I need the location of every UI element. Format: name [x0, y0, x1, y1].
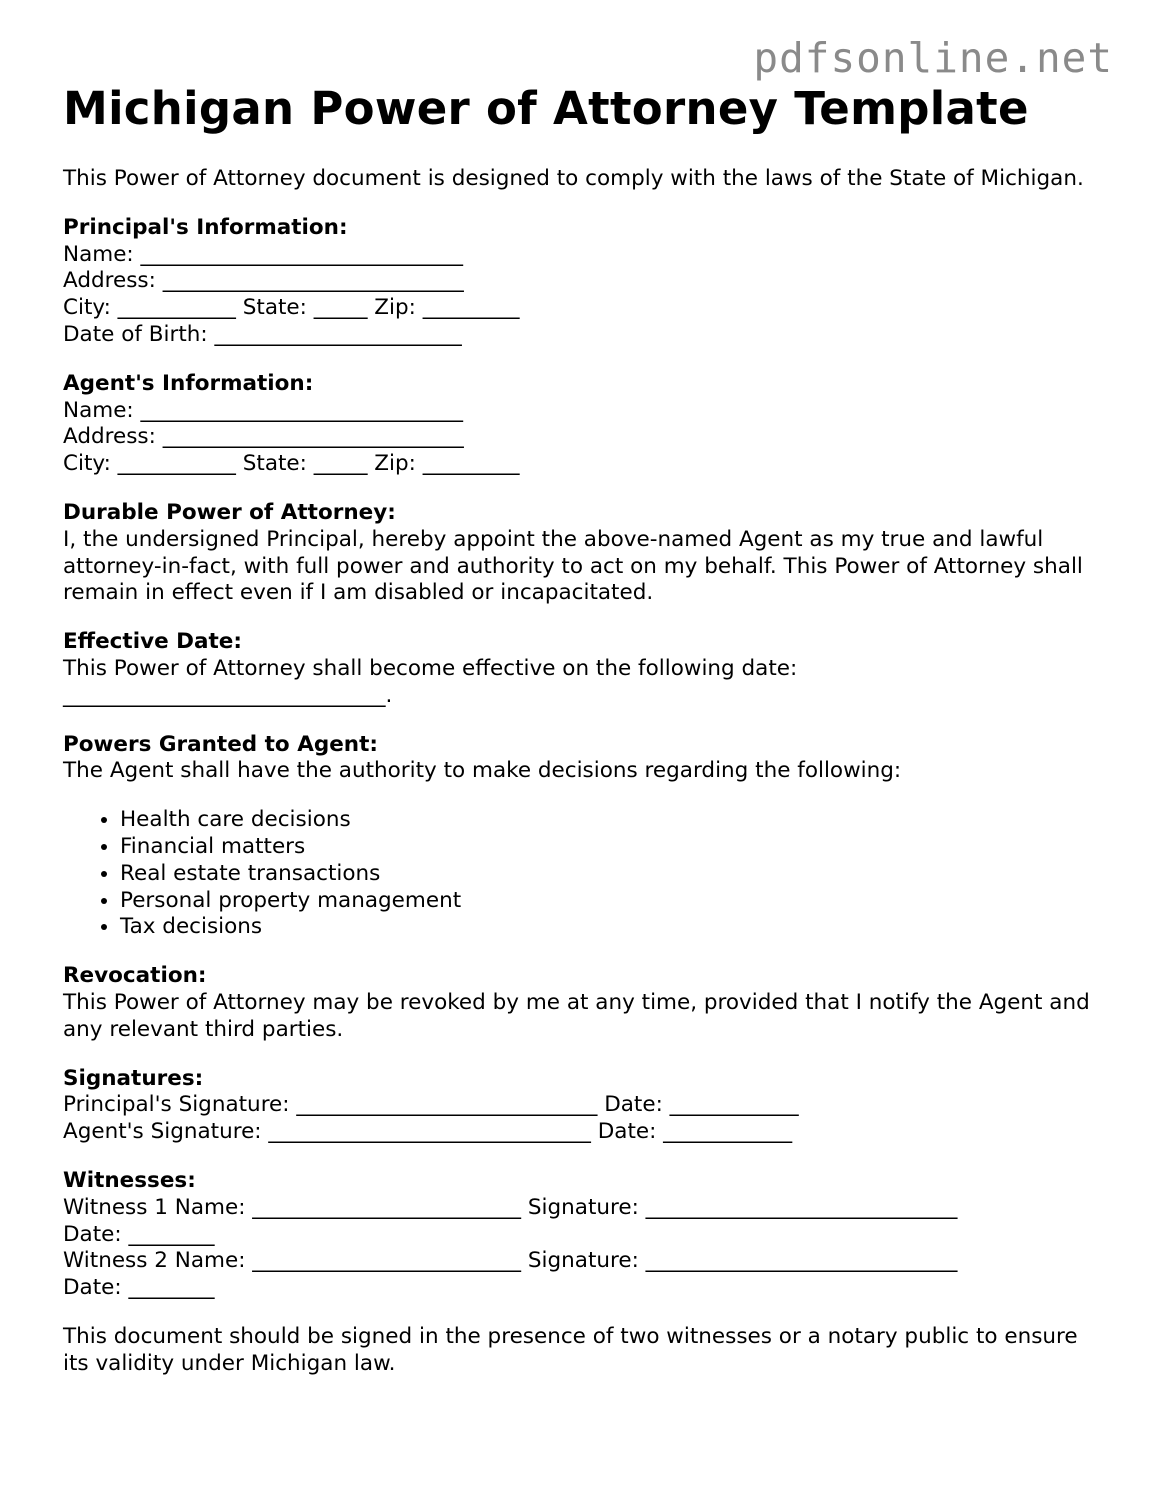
revocation-section [63, 963, 1103, 1043]
durable-heading: Durable Power of Attorney: [63, 499, 396, 525]
powers-section [63, 732, 1103, 942]
principal-section [63, 215, 1103, 349]
principal-address-field[interactable]: Address: ____________________________ [63, 268, 464, 294]
durable-text: I, the undersigned Principal, hereby appoint the above-named Agent as my true and lawful attorney-in-fact, with full power and authority to act on my behalf. This Power of Attorney shall remain in effect even if I am disabled or incapacitated. [63, 526, 1083, 606]
closing-text: This document should be signed in the presence of two witnesses or a notary public to ensure its validity under Michigan law. [63, 1323, 1078, 1376]
durable-section [63, 500, 1103, 607]
witnesses-heading: Witnesses: [63, 1167, 196, 1193]
agent-section [63, 371, 1103, 478]
signatures-heading: Signatures: [63, 1065, 204, 1091]
list-item: • Financial matters [120, 834, 1103, 861]
signatures-section [63, 1066, 1103, 1146]
watermark: pdfsonline.net [753, 34, 1113, 82]
powers-list [63, 807, 1103, 941]
list-item: • Health care decisions [120, 807, 1103, 834]
agent-signature-field[interactable]: Agent's Signature: ______________________________ Date: ____________ [63, 1119, 793, 1145]
agent-name-field[interactable]: Name: ______________________________ [63, 397, 464, 423]
intro-text: This Power of Attorney document is designed to comply with the laws of the State of Michigan. [63, 166, 1084, 191]
witness-2-name-signature-field[interactable]: Witness 2 Name: _________________________ Signature: _____________________________ [63, 1248, 958, 1274]
witness-1-name-signature-field[interactable]: Witness 1 Name: _________________________ Signature: _____________________________ [63, 1194, 958, 1220]
effective-text: This Power of Attorney shall become effective on the following date: [63, 655, 798, 681]
witness-2-date-field[interactable]: Date: ________ [63, 1275, 215, 1301]
principal-heading: Principal's Information: [63, 214, 348, 240]
witnesses-section [63, 1168, 1103, 1302]
effective-heading: Effective Date: [63, 629, 242, 655]
effective-date-field[interactable]: ______________________________. [63, 682, 393, 708]
powers-heading: Powers Granted to Agent: [63, 731, 378, 757]
agent-heading: Agent's Information: [63, 370, 314, 396]
effective-section [63, 629, 1103, 709]
revocation-heading: Revocation: [63, 963, 207, 989]
principal-signature-field[interactable]: Principal's Signature: ____________________________ Date: ____________ [63, 1092, 799, 1118]
revocation-text: This Power of Attorney may be revoked by me at any time, provided that I notify the Agent and any relevant third parties. [63, 989, 1090, 1042]
agent-city-state-zip-field[interactable]: City: ___________ State: _____ Zip: _________ [63, 451, 520, 477]
agent-address-field[interactable]: Address: ____________________________ [63, 424, 464, 450]
list-item: • Real estate transactions [120, 861, 1103, 888]
witness-1-date-field[interactable]: Date: ________ [63, 1221, 215, 1247]
principal-city-state-zip-field[interactable]: City: ___________ State: _____ Zip: _________ [63, 295, 520, 321]
list-item: • Tax decisions [120, 914, 1103, 941]
powers-text: The Agent shall have the authority to make decisions regarding the following: [63, 758, 902, 784]
document-page [63, 82, 1103, 1377]
list-item: • Personal property management [120, 888, 1103, 915]
document-title: Michigan Power of Attorney Template [63, 82, 1029, 135]
principal-dob-field[interactable]: Date of Birth: _______________________ [63, 321, 462, 347]
principal-name-field[interactable]: Name: ______________________________ [63, 241, 464, 267]
